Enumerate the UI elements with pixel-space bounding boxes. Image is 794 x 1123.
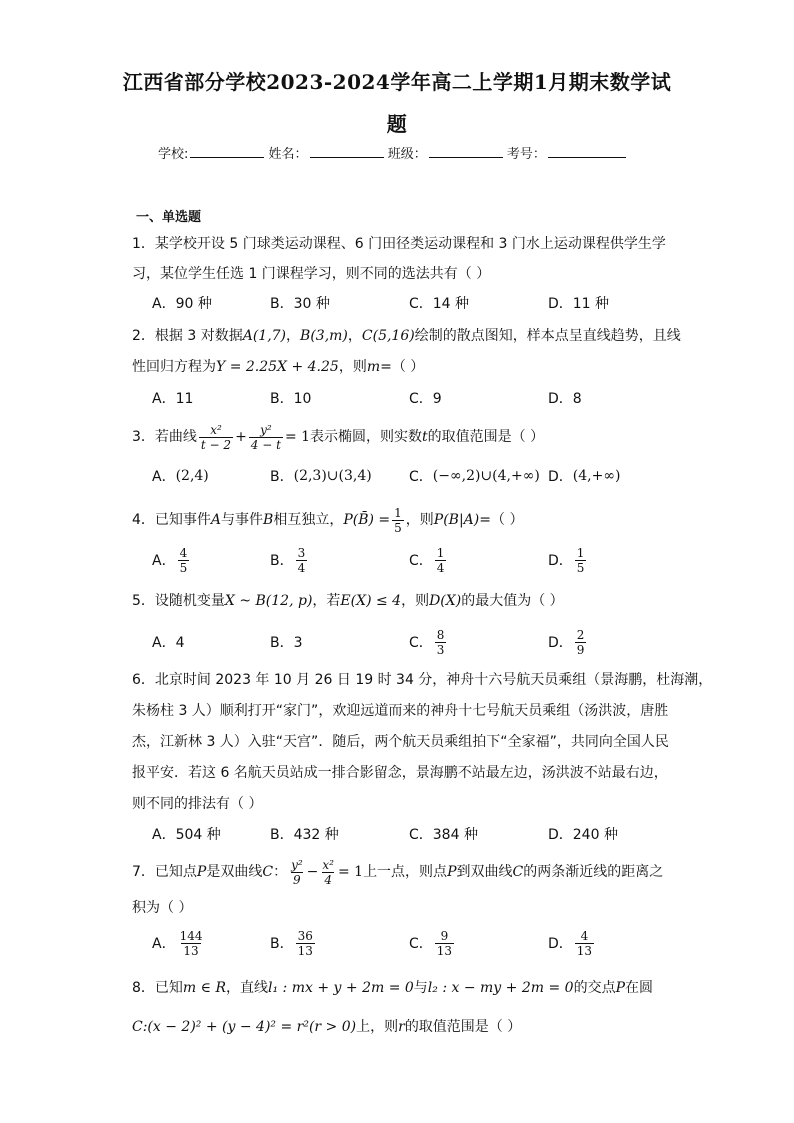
q6-option-c: C．384 种 [409, 827, 478, 843]
q4-option-fraction [575, 546, 587, 575]
q7-option-fraction [575, 929, 594, 958]
frac-num: y² [291, 857, 303, 872]
q8-text: 8．已知 [132, 980, 183, 996]
q7-text: 是双曲线 [206, 864, 263, 880]
class-blank [429, 145, 503, 158]
q3-options [152, 458, 672, 494]
q5-line1 [132, 591, 564, 611]
q1-option-c: C．14 种 [409, 296, 470, 312]
q7-text: 的两条渐近线的距离之 [523, 864, 664, 880]
q1-option-a: A．90 种 [152, 296, 212, 312]
q4-option-a [152, 542, 191, 578]
q6-line5: 则不同的排法有（ ） [132, 796, 263, 812]
frac-den: 13 [183, 943, 199, 958]
frac-den: 5 [179, 560, 188, 575]
q2-option-c: C．9 [409, 391, 442, 407]
q3-frac-num: y² [260, 422, 272, 437]
q5-option-fraction [575, 628, 587, 657]
q3-equals-one: = 1 [284, 429, 311, 445]
q3-option-math: (4,+∞) [572, 468, 621, 484]
q3-frac-num: x² [210, 422, 222, 437]
frac-num: 8 [436, 627, 445, 642]
q7-option-c [409, 925, 456, 961]
student-info-line [158, 143, 626, 162]
q3-option-d [548, 458, 620, 494]
q5-text: 的最大值为（ ） [461, 593, 564, 609]
exam-no-label: 考号： [506, 147, 546, 162]
q5-text: ，则 [401, 593, 430, 609]
q3-option-math: (2,3)∪(3,4) [293, 468, 372, 484]
q7-line1 [132, 857, 663, 887]
frac-den: 9 [293, 872, 301, 887]
frac-num: 36 [297, 928, 313, 943]
q4-text: 4．已知事件 [132, 512, 211, 528]
q2-sep: ， [347, 328, 362, 344]
q5-options [152, 624, 672, 660]
q4-option-fraction [296, 546, 308, 575]
q4-option-d [548, 542, 588, 578]
q2-text: ，则 [338, 359, 367, 375]
frac-num: 3 [297, 545, 306, 560]
frac-den: 9 [576, 642, 585, 657]
section-heading: 一、单选题 [136, 210, 202, 225]
q4-text: =（ ） [479, 512, 524, 528]
q8-circle-equation: C:(x − 2)² + (y − 4)² = r²(r > 0) [132, 1019, 357, 1035]
q2-line2 [132, 357, 424, 377]
q7-option-label: A． [152, 936, 176, 952]
q3-option-label: D． [548, 469, 573, 485]
q6-line4: 报平安．若这 6 名航天员站成一排合影留念，景海鹏不站最左边，汤洪波不站最右边， [132, 765, 668, 781]
frac-num: 144 [179, 928, 203, 943]
q6-option-a: A．504 种 [152, 827, 221, 843]
q4-probability: P(B̄) = [343, 512, 391, 528]
q2-line1 [132, 326, 681, 346]
q5-option-b: B．3 [270, 635, 303, 651]
q3-option-c [409, 458, 540, 494]
q7-option-label: D． [548, 936, 573, 952]
q6-line1: 6．北京时间 2023 年 10 月 26 日 19 时 34 分，神舟十六号航天员乘组（景海鹏，杜海潮， [132, 672, 713, 688]
q7-colon: ： [273, 864, 288, 880]
q4-text: ，则 [405, 512, 434, 528]
name-blank [310, 145, 384, 158]
q4-option-fraction [435, 546, 447, 575]
q1-options [152, 285, 672, 321]
q8-variable: r [398, 1019, 405, 1035]
q7-curve: C [262, 864, 274, 880]
frac-den: 13 [297, 943, 313, 958]
q3-plus: + [235, 429, 247, 445]
q7-option-fraction [435, 929, 454, 958]
q7-fraction-y [289, 858, 305, 887]
q4-frac-num: 1 [394, 505, 402, 520]
q7-point: P [447, 864, 457, 880]
q6-line3: 杰，江新林 3 人）入驻“天宫”．随后，两个航天员乘组拍下“全家福”，共同向全国人民 [132, 734, 669, 750]
q8-text: 在圆 [625, 980, 653, 996]
q4-option-label: A． [152, 553, 176, 569]
q6-option-d: D．240 种 [548, 827, 618, 843]
frac-num: 2 [576, 627, 585, 642]
q7-minus: − [306, 864, 319, 880]
q2-point-c: C(5,16) [361, 328, 415, 344]
q8-line-l1: l₁ : mx + y + 2m = 0 [268, 980, 414, 996]
frac-den: 13 [436, 943, 453, 958]
q8-line2 [132, 1017, 521, 1037]
exam-no-blank [548, 145, 626, 158]
q8-line-l2: l₂ : x − my + 2m = 0 [427, 980, 574, 996]
q3-text: 表示椭圆，则实数 [310, 429, 423, 445]
q7-option-b [270, 925, 317, 961]
school-label: 学校: [158, 147, 189, 162]
frac-den: 4 [436, 560, 445, 575]
q7-option-d [548, 925, 596, 961]
q2-variable: m [366, 359, 381, 375]
frac-num: 9 [440, 928, 449, 943]
q2-sep: ， [286, 328, 301, 344]
q4-frac-den: 5 [394, 520, 402, 535]
q2-point-b: B(3,m) [300, 328, 348, 344]
q3-option-label: B． [270, 469, 294, 485]
q7-option-fraction [178, 929, 205, 958]
q5-distribution: X ~ B(12, p) [224, 593, 313, 609]
q6-option-b: B．432 种 [270, 827, 339, 843]
q3-option-math: (−∞,2)∪(4,+∞) [432, 468, 540, 484]
q5-option-label: C． [409, 635, 433, 651]
frac-num: 1 [576, 545, 585, 560]
q4-event-b: B [263, 512, 274, 528]
q3-fraction-x [199, 423, 233, 452]
q2-option-d: D．8 [548, 391, 582, 407]
q8-text: ，直线 [226, 980, 269, 996]
name-label: 姓名： [268, 147, 308, 162]
q3-option-b [270, 458, 372, 494]
q6-line2: 朱杨柱 3 人）顺利打开“家门”，欢迎远道而来的神舟十七号航天员乘组（汤洪波，唐胜 [132, 703, 669, 719]
q5-option-fraction [435, 628, 447, 657]
q3-line1 [132, 422, 544, 452]
q3-option-math: (2,4) [175, 468, 209, 484]
exam-title-line1: 江西省部分学校2023-2024学年高二上学期1月期末数学试 [122, 70, 672, 94]
q4-option-label: B． [270, 553, 294, 569]
frac-den: 4 [297, 560, 306, 575]
q2-options [152, 380, 672, 416]
q3-option-a [152, 458, 209, 494]
q5-variance: D(X) [429, 593, 462, 609]
q8-text: 上，则 [356, 1019, 399, 1035]
q1-line2: 习，某位学生任选 1 门课程学习，则不同的选法共有（ ） [132, 266, 491, 282]
q2-text: =（ ） [380, 359, 425, 375]
q7-text: 7．已知点 [132, 864, 197, 880]
q7-options [152, 925, 672, 961]
q4-option-c [409, 542, 448, 578]
frac-num: x² [322, 857, 334, 872]
q2-text: 性回归方程为 [132, 359, 216, 375]
q4-line1 [132, 505, 523, 535]
q8-condition: m ∈ R [182, 980, 227, 996]
q5-option-c [409, 624, 448, 660]
q3-fraction-y [249, 423, 283, 452]
q3-option-label: C． [409, 469, 433, 485]
q7-curve: C [512, 864, 524, 880]
q4-option-fraction [178, 546, 190, 575]
q3-variable: t [422, 429, 428, 445]
q7-point: P [196, 864, 207, 880]
q8-point: P [615, 980, 625, 996]
q4-option-label: C． [409, 553, 433, 569]
frac-den: 3 [436, 642, 445, 657]
q7-equals-one: = 1 [337, 864, 364, 880]
q3-option-label: A． [152, 469, 176, 485]
frac-den: 5 [576, 560, 585, 575]
q6-options [152, 816, 672, 852]
q1-option-d: D．11 种 [548, 296, 610, 312]
q8-text: 与 [413, 980, 428, 996]
q7-text: 到双曲线 [456, 864, 513, 880]
frac-den: 13 [576, 943, 593, 958]
q2-text: 绘制的散点图知，样本点呈直线趋势，且线 [414, 328, 681, 344]
q5-option-label: D． [548, 635, 573, 651]
q7-line2: 积为（ ） [132, 900, 193, 916]
q5-condition: E(X) ≤ 4 [340, 593, 402, 609]
q3-text: 的取值范围是（ ） [427, 429, 545, 445]
q4-text: 相互独立， [273, 512, 344, 528]
q4-event-a: A [210, 512, 222, 528]
frac-den: 4 [324, 872, 332, 887]
q2-option-a: A．11 [152, 391, 194, 407]
school-blank [190, 145, 264, 158]
q1-line1: 1．某学校开设 5 门球类运动课程、6 门田径类运动课程和 3 门水上运动课程供学生学 [132, 236, 666, 252]
q3-frac-den: 4 − t [250, 437, 281, 452]
q2-option-b: B．10 [270, 391, 312, 407]
q4-fraction [392, 506, 404, 535]
q4-conditional: P(B|A) [433, 512, 480, 528]
q3-text: 3．若曲线 [132, 429, 197, 445]
q2-regression-equation: Y = 2.25X + 4.25 [216, 359, 339, 375]
q7-text: 上一点，则点 [363, 864, 448, 880]
q3-frac-den: t − 2 [200, 437, 232, 452]
q7-fraction-x [320, 858, 336, 887]
q4-options [152, 542, 672, 578]
q4-option-label: D． [548, 553, 573, 569]
q7-option-label: C． [409, 936, 433, 952]
q1-option-b: B．30 种 [270, 296, 330, 312]
q7-option-fraction [296, 929, 315, 958]
q5-option-a: A．4 [152, 635, 185, 651]
q7-option-a [152, 925, 206, 961]
exam-title-line2: 题 [386, 112, 408, 136]
frac-num: 4 [179, 545, 188, 560]
q2-text: 2．根据 3 对数据 [132, 328, 243, 344]
q7-option-label: B． [270, 936, 294, 952]
q5-option-d [548, 624, 588, 660]
frac-num: 1 [436, 545, 445, 560]
class-label: 班级： [387, 147, 427, 162]
q5-text: ，若 [312, 593, 341, 609]
q2-point-a: A(1,7) [242, 328, 287, 344]
q5-text: 5．设随机变量 [132, 593, 225, 609]
q8-text: 的交点 [573, 980, 616, 996]
q4-text: 与事件 [221, 512, 264, 528]
q4-option-b [270, 542, 309, 578]
q8-text: 的取值范围是（ ） [404, 1019, 522, 1035]
frac-num: 4 [580, 928, 589, 943]
q8-line1 [132, 978, 653, 998]
